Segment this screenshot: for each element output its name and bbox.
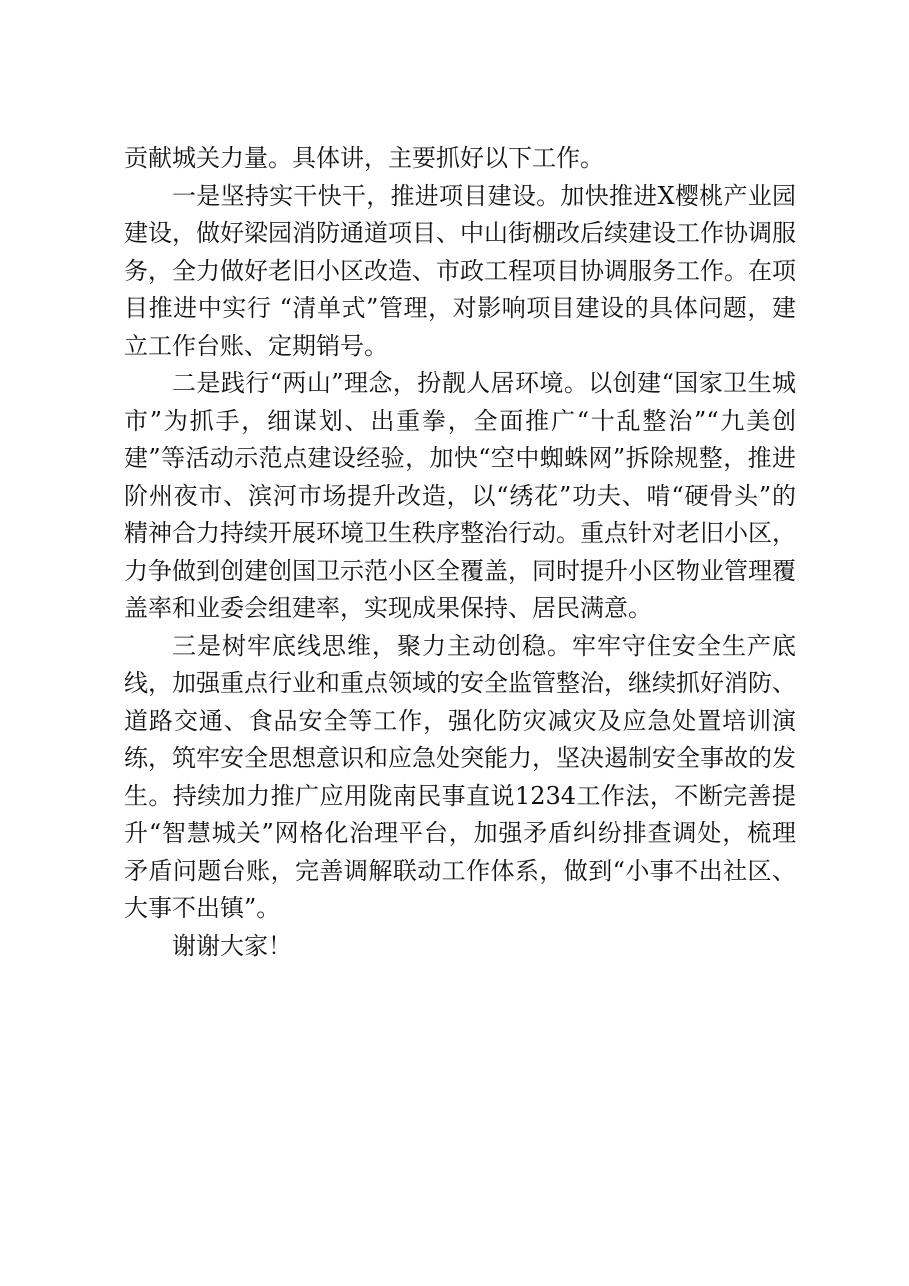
paragraph-project-construction: 一是坚持实干快干，推进项目建设。加快推进X樱桃产业园建设，做好梁园消防通道项目、中山街棚改后续建设工作协调服务，全力做好老旧小区改造、市政工程项目协调服务工作。在项目推进中实行 “清单式”管理，对影响项目建设的具体问题，建立工作台账、定期销号。 [124,181,796,360]
paragraph-living-environment: 二是践行“两山”理念，扮靓人居环境。以创建“国家卫生城市”为抓手，细谋划、出重拳，全面推广“十乱整治”“九美创建”等活动示范点建设经验，加快“空中蜘蛛网”拆除规整，推进阶州夜市、滨河市场提升改造，以“绣花”功夫、啃“硬骨头”的精神合力持续开展环境卫生秩序整治行动。重点针对老旧小区，力争做到创建创国卫示范小区全覆盖，同时提升小区物业管理覆盖率和业委会组建率，实现成果保持、居民满意。 [124,369,796,622]
paragraph-continuation: 贡献城关力量。具体讲，主要抓好以下工作。 [124,144,604,172]
paragraph-closing-thanks: 谢谢大家！ [172,931,292,960]
paragraph-safety-stability: 三是树牢底线思维，聚力主动创稳。牢牢守住安全生产底线，加强重点行业和重点领域的安全监管整治，继续抓好消防、道路交通、食品安全等工作，强化防灾减灾及应急处置培训演练，筑牢安全思想意识和应急处突能力，坚决遏制安全事故的发生。持续加力推广应用陇南民事直说1234工作法，不断完善提升“智慧城关”网格化治理平台，加强矛盾纠纷排查调处，梳理矛盾问题台账，完善调解联动工作体系，做到“小事不出社区、大事不出镇”。 [124,631,796,922]
document-body [124,140,796,965]
